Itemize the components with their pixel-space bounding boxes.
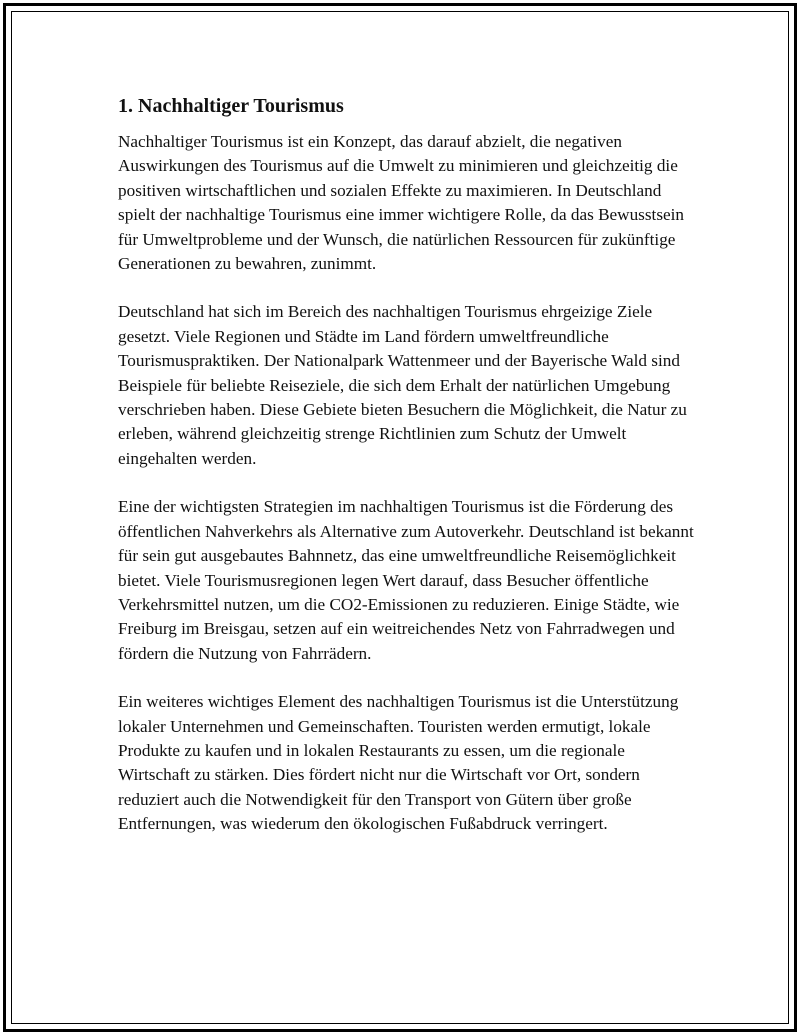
- section-heading: 1. Nachhaltiger Tourismus: [118, 95, 344, 117]
- paragraph-intro: Nachhaltiger Tourismus ist ein Konzept, das darauf abzielt, die negativen Auswirkungen des Tourismus auf die Umwelt zu minimieren und gleichzeitig die positiven wirtschaftlichen und sozialen Effekte zu maximieren. In Deutschland spielt der nachhaltige Tourismus eine immer wichtigere Rolle, da das Bewusstsein für Umweltprobleme und der Wunsch, die natürlichen Ressourcen für zukünftige Generationen zu bewahren, zunimmt.: [118, 132, 685, 274]
- document-body: [118, 92, 700, 861]
- paragraph-local-economy: Ein weiteres wichtiges Element des nachhaltigen Tourismus ist die Unterstützung lokaler Unternehmen und Gemeinschaften. Touristen werden ermutigt, lokale Produkte zu kaufen und in lokalen Restaurants zu essen, um die regionale Wirtschaft zu stärken. Dies fördert nicht nur die Wirtschaft vor Ort, sondern reduziert auch die Notwendigkeit für den Transport von Gütern über große Entfernungen, was wiederum den ökologischen Fußabdruck verringert.: [118, 692, 679, 834]
- paragraph-transport: Eine der wichtigsten Strategien im nachhaltigen Tourismus ist die Förderung des öffentlichen Nahverkehrs als Alternative zum Autoverkehr. Deutschland ist bekannt für sein gut ausgebautes Bahnnetz, das eine umweltfreundliche Reisemöglichkeit bietet. Viele Tourismusregionen legen Wert darauf, dass Besucher öffentliche Verkehrsmittel nutzen, um die CO2-Emissionen zu reduzieren. Einige Städte, wie Freiburg im Breisgau, setzen auf ein weitreichendes Netz von Fahrradwegen und fördern die Nutzung von Fahrrädern.: [118, 497, 694, 663]
- paragraph-goals: Deutschland hat sich im Bereich des nachhaltigen Tourismus ehrgeizige Ziele gesetzt. Viele Regionen und Städte im Land fördern umweltfreundliche Tourismuspraktiken. Der Nationalpark Wattenmeer und der Bayerische Wald sind Beispiele für beliebte Reiseziele, die sich dem Erhalt der natürlichen Umgebung verschrieben haben. Diese Gebiete bieten Besuchern die Möglichkeit, die Natur zu erleben, während gleichzeitig strenge Richtlinien zum Schutz der Umwelt eingehalten werden.: [118, 302, 687, 468]
